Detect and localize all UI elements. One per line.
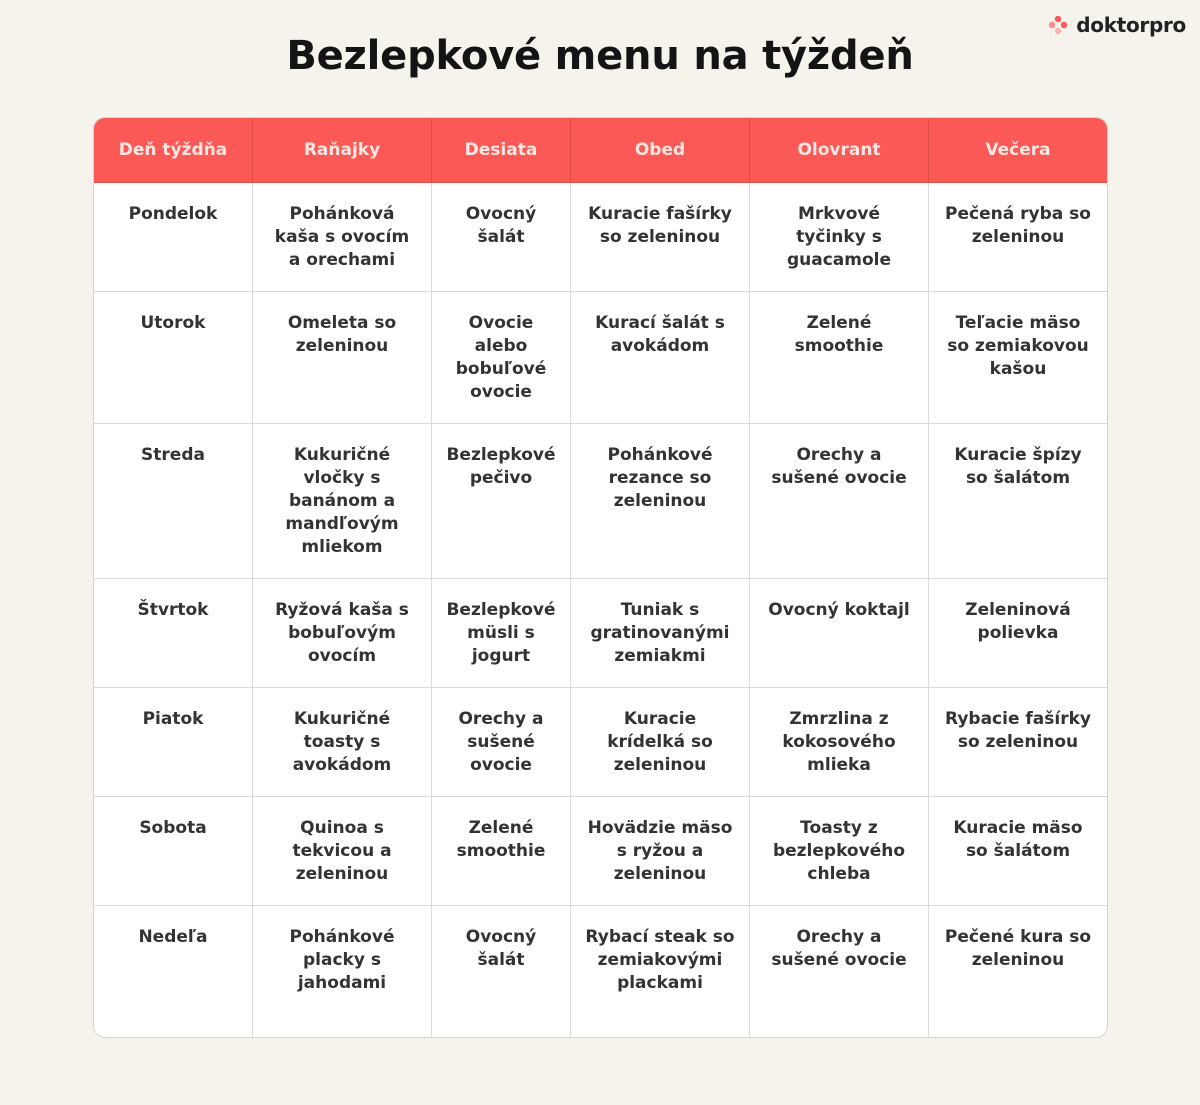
brand-name: doktorpro <box>1076 13 1186 37</box>
meal-cell: Kuracie špízy so šalátom <box>929 424 1107 579</box>
meal-cell: Pohánková kaša s ovocím a orechami <box>253 183 432 292</box>
meal-cell: Zmrzlina z kokosového mlieka <box>750 688 929 797</box>
meal-cell: Pečené kura so zeleninou <box>944 927 1092 970</box>
meal-cell: Pohánkové rezance so zeleninou <box>571 424 750 579</box>
day-cell: Nedeľa <box>94 906 253 1037</box>
meal-cell: Kuracie krídelká so zeleninou <box>571 688 750 797</box>
meal-cell: Omeleta so zeleninou <box>253 292 432 424</box>
weekly-menu-table <box>93 117 1108 1038</box>
day-cell: Piatok <box>94 688 253 797</box>
meal-cell: Rybacie fašírky so zeleninou <box>929 688 1107 797</box>
column-header-breakfast: Raňajky <box>253 118 432 183</box>
column-header-lunch: Obed <box>571 118 750 183</box>
meal-cell: Ryžová kaša s bobuľovým ovocím <box>253 579 432 688</box>
meal-cell: Zelené smoothie <box>432 797 571 906</box>
meal-cell: Pohánkové placky s jahodami <box>253 906 432 1037</box>
meal-cell: Ovocie alebo bobuľové ovocie <box>432 292 571 424</box>
meal-cell: Zelené smoothie <box>750 292 929 424</box>
day-cell: Štvrtok <box>94 579 253 688</box>
meal-cell: Kuracie mäso so šalátom <box>929 797 1107 906</box>
column-header-dinner: Večera <box>929 118 1107 183</box>
meal-cell: Bezlepkové müsli s jogurt <box>432 579 571 688</box>
meal-cell: Kukuričné vločky s banánom a mandľovým mliekom <box>253 424 432 579</box>
meal-cell: Toasty z bezlepkového chleba <box>750 797 929 906</box>
meal-cell: Ovocný šalát <box>432 906 571 1037</box>
table-row <box>94 906 1107 1037</box>
meal-cell: Teľacie mäso so zemiakovou kašou <box>929 292 1107 424</box>
meal-cell: Zeleninová polievka <box>929 579 1107 688</box>
meal-cell: Bezlepkové pečivo <box>432 424 571 579</box>
table-row <box>94 579 1107 688</box>
doktorpro-logo-icon <box>1048 15 1068 35</box>
column-header-afternoon-snack: Olovrant <box>750 118 929 183</box>
table-row <box>94 292 1107 424</box>
column-header-snack: Desiata <box>432 118 571 183</box>
meal-cell: Kuracie fašírky so zeleninou <box>571 183 750 292</box>
page-title: Bezlepkové menu na týždeň <box>286 33 914 79</box>
meal-cell: Tuniak s gratinovanými zemiakmi <box>571 579 750 688</box>
meal-cell: Pečená ryba so zeleninou <box>929 183 1107 292</box>
meal-cell: Mrkvové tyčinky s guacamole <box>750 183 929 292</box>
meal-cell: Ovocný koktajl <box>750 579 929 688</box>
day-cell: Pondelok <box>94 183 253 292</box>
meal-cell: Orechy a sušené ovocie <box>750 424 929 579</box>
meal-cell: Quinoa s tekvicou a zeleninou <box>253 797 432 906</box>
table-row <box>94 688 1107 797</box>
meal-cell: Kukuričné toasty s avokádom <box>253 688 432 797</box>
meal-cell: Orechy a sušené ovocie <box>432 688 571 797</box>
meal-cell: Orechy a sušené ovocie <box>750 906 929 1037</box>
day-cell: Utorok <box>94 292 253 424</box>
table-row <box>94 797 1107 906</box>
table-row <box>94 183 1107 292</box>
day-cell: Streda <box>94 424 253 579</box>
meal-cell: Kurací šalát s avokádom <box>571 292 750 424</box>
table-header-row <box>94 118 1107 183</box>
day-cell: Sobota <box>94 797 253 906</box>
column-header-day: Deň týždňa <box>94 118 253 183</box>
table-row <box>94 424 1107 579</box>
meal-cell: Ovocný šalát <box>432 183 571 292</box>
meal-cell: Rybací steak so zemiakovými plackami <box>571 906 750 1037</box>
meal-cell: Hovädzie mäso s ryžou a zeleninou <box>571 797 750 906</box>
